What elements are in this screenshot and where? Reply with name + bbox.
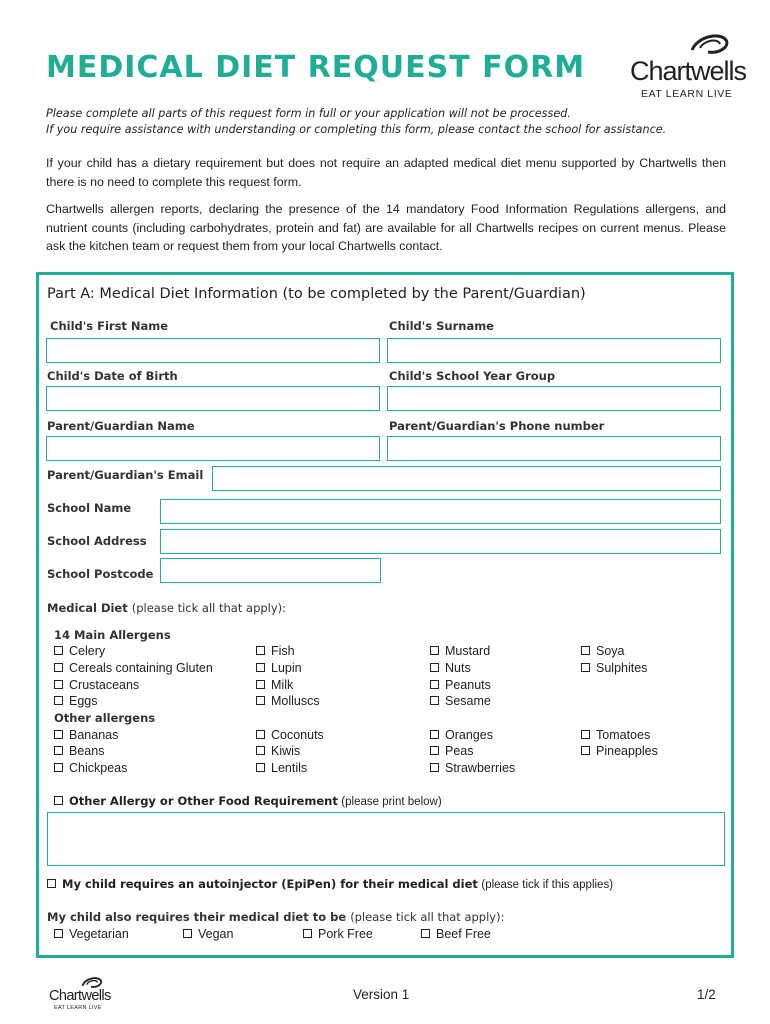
molluscs-checkbox[interactable]: Molluscs (256, 694, 320, 708)
parent-name-label: Parent/Guardian Name (47, 419, 195, 433)
parent-phone-field[interactable] (387, 436, 721, 461)
main-allergens-heading: 14 Main Allergens (54, 628, 171, 642)
intro-line-2: If you require assistance with understanding or completing this form, please contact the school for assistance. (46, 123, 667, 136)
other-requirement-textarea[interactable] (47, 812, 725, 866)
checkbox-icon (256, 746, 265, 755)
checkbox-icon (430, 646, 439, 655)
oranges-checkbox[interactable]: Oranges (430, 728, 493, 742)
footer-logo-brand: Chartwells (49, 988, 111, 1004)
checkbox-icon (430, 663, 439, 672)
other-requirement-checkbox[interactable]: Other Allergy or Other Food Requirement (please print below) (54, 794, 442, 808)
surname-label: Child's Surname (389, 319, 494, 333)
chickpeas-checkbox[interactable]: Chickpeas (54, 761, 127, 775)
checkbox-icon (256, 696, 265, 705)
pineapples-checkbox[interactable]: Pineapples (581, 744, 658, 758)
pork-free-checkbox[interactable]: Pork Free (303, 927, 373, 941)
checkbox-icon (54, 680, 63, 689)
checkbox-icon (581, 646, 590, 655)
checkbox-icon (430, 730, 439, 739)
coconuts-checkbox[interactable]: Coconuts (256, 728, 324, 742)
version-label: Version 1 (353, 987, 410, 1002)
checkbox-icon (256, 663, 265, 672)
checkbox-icon (581, 746, 590, 755)
sulphites-checkbox[interactable]: Sulphites (581, 661, 647, 675)
logo-brand: Chartwells (630, 56, 747, 86)
checkbox-icon (256, 763, 265, 772)
lupin-checkbox[interactable]: Lupin (256, 661, 302, 675)
parent-email-field[interactable] (212, 466, 721, 491)
soya-checkbox[interactable]: Soya (581, 644, 625, 658)
milk-checkbox[interactable]: Milk (256, 678, 293, 692)
peanuts-checkbox[interactable]: Peanuts (430, 678, 491, 692)
fish-checkbox[interactable]: Fish (256, 644, 295, 658)
checkbox-icon (54, 730, 63, 739)
checkbox-icon (54, 929, 63, 938)
dob-field[interactable] (46, 386, 380, 411)
other-allergens-heading: Other allergens (54, 711, 156, 725)
school-postcode-field[interactable] (160, 558, 381, 583)
vegan-checkbox[interactable]: Vegan (183, 927, 233, 941)
parent-phone-label: Parent/Guardian's Phone number (389, 419, 605, 433)
year-group-field[interactable] (387, 386, 721, 411)
lentils-checkbox[interactable]: Lentils (256, 761, 307, 775)
celery-checkbox[interactable]: Celery (54, 644, 105, 658)
also-requires-label: My child also requires their medical diet to be (please tick all that apply): (47, 910, 505, 924)
checkbox-icon (256, 680, 265, 689)
checkbox-icon (256, 646, 265, 655)
medical-diet-label: Medical Diet (please tick all that apply): (47, 601, 287, 615)
dob-label: Child's Date of Birth (47, 369, 178, 383)
parent-name-field[interactable] (46, 436, 380, 461)
kiwis-checkbox[interactable]: Kiwis (256, 744, 300, 758)
checkbox-icon (581, 663, 590, 672)
gluten-checkbox[interactable]: Cereals containing Gluten (54, 661, 213, 675)
nuts-checkbox[interactable]: Nuts (430, 661, 471, 675)
page-number: 1/2 (697, 987, 716, 1002)
part-a-title: Part A: Medical Diet Information (to be completed by the Parent/Guardian) (47, 286, 586, 302)
checkbox-icon (581, 730, 590, 739)
beef-free-checkbox[interactable]: Beef Free (421, 927, 491, 941)
school-name-label: School Name (47, 501, 132, 515)
tomatoes-checkbox[interactable]: Tomatoes (581, 728, 650, 742)
eggs-checkbox[interactable]: Eggs (54, 694, 98, 708)
checkbox-icon (256, 730, 265, 739)
checkbox-icon (54, 663, 63, 672)
checkbox-icon (430, 696, 439, 705)
school-postcode-label: School Postcode (47, 567, 154, 581)
intro-line-1: Please complete all parts of this request form in full or your application will not be processed. (46, 107, 571, 120)
intro-paragraph-1: If your child has a dietary requirement but does not require an adapted medical diet menu supported by Chartwells then there is no need to complete this request form. (46, 156, 726, 189)
year-group-label: Child's School Year Group (389, 369, 556, 383)
bananas-checkbox[interactable]: Bananas (54, 728, 118, 742)
checkbox-icon (54, 746, 63, 755)
beans-checkbox[interactable]: Beans (54, 744, 104, 758)
surname-field[interactable] (387, 338, 721, 363)
logo-tagline: EAT LEARN LIVE (641, 88, 733, 100)
peas-checkbox[interactable]: Peas (430, 744, 474, 758)
school-name-field[interactable] (160, 499, 721, 524)
sesame-checkbox[interactable]: Sesame (430, 694, 491, 708)
checkbox-icon (54, 796, 63, 805)
mustard-checkbox[interactable]: Mustard (430, 644, 490, 658)
checkbox-icon (303, 929, 312, 938)
checkbox-icon (430, 746, 439, 755)
footer-chartwells-logo (48, 976, 114, 1016)
checkbox-icon (430, 763, 439, 772)
checkbox-icon (183, 929, 192, 938)
footer-logo-tagline: EAT LEARN LIVE (54, 1005, 102, 1011)
form-title: MEDICAL DIET REQUEST FORM (46, 50, 586, 85)
checkbox-icon (54, 696, 63, 705)
logo-swirl-icon (686, 32, 730, 58)
checkbox-icon (54, 763, 63, 772)
chartwells-logo (628, 32, 746, 104)
checkbox-icon (54, 646, 63, 655)
intro-paragraph-2: Chartwells allergen reports, declaring the presence of the 14 mandatory Food Information Regulations allergens, and nutrient counts (including carbohydrates, protein and fat) are available for all Chartwells recipes on current menus. Please ask the kitchen team or request them from your local Chartwells contact. (46, 202, 726, 253)
checkbox-icon (47, 879, 56, 888)
epipen-checkbox[interactable]: My child requires an autoinjector (EpiPen) for their medical diet (please tick if this applies) (47, 877, 613, 891)
strawberries-checkbox[interactable]: Strawberries (430, 761, 515, 775)
school-address-label: School Address (47, 534, 147, 548)
school-address-field[interactable] (160, 529, 721, 554)
checkbox-icon (421, 929, 430, 938)
checkbox-icon (430, 680, 439, 689)
vegetarian-checkbox[interactable]: Vegetarian (54, 927, 129, 941)
parent-email-label: Parent/Guardian's Email (47, 468, 204, 482)
crustaceans-checkbox[interactable]: Crustaceans (54, 678, 139, 692)
first-name-field[interactable] (46, 338, 380, 363)
first-name-label: Child's First Name (50, 319, 169, 333)
